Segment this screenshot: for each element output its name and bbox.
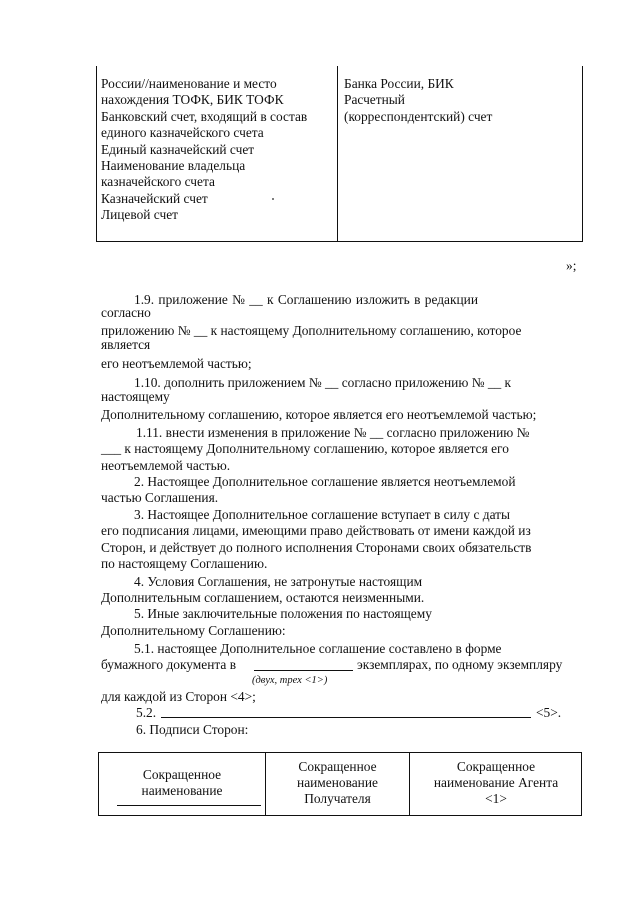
p3-line3: Сторон, и действует до полного исполнения Сторонами своих обязательств bbox=[101, 540, 532, 555]
p3-line4: по настоящему Соглашению. bbox=[101, 556, 268, 571]
p52-number: 5.2. bbox=[136, 705, 157, 720]
sig-col1-line2: наименование bbox=[141, 783, 223, 798]
p51-line2a: бумажного документа в bbox=[101, 657, 237, 672]
sig-col3-line2: наименование Агента bbox=[433, 775, 559, 790]
left-line: Казначейский счет bbox=[101, 190, 208, 206]
left-line: Лицевой счет bbox=[101, 207, 179, 223]
sig-col3-line3: <1> bbox=[485, 791, 507, 806]
p111-line2: ___ к настоящему Дополнительному соглашению, которое является его bbox=[101, 441, 509, 456]
sig-col-3 bbox=[410, 759, 582, 807]
left-line: Банковский счет, входящий в состав bbox=[101, 108, 308, 124]
right-line: Расчетный bbox=[344, 92, 405, 108]
left-line: Единый казначейский счет bbox=[101, 141, 255, 157]
details-right-cell bbox=[344, 76, 492, 125]
p19-line1b: согласно bbox=[101, 305, 151, 320]
left-line: казначейского счета bbox=[101, 174, 215, 190]
right-line: (корреспондентский) счет bbox=[344, 108, 493, 124]
sig-col2-line1: Сокращенное bbox=[298, 759, 377, 774]
left-line: нахождения ТОФК, БИК ТОФК bbox=[101, 92, 284, 108]
p2-line1: 2. Настоящее Дополнительное соглашение является неотъемлемой bbox=[134, 474, 516, 489]
p4-line1: 4. Условия Соглашения, не затронутые настоящим bbox=[134, 574, 423, 589]
p111-line1: 1.11. внести изменения в приложение № __ согласно приложению № bbox=[136, 425, 530, 440]
p52-ref: <5>. bbox=[536, 705, 562, 720]
p6-heading: 6. Подписи Сторон: bbox=[136, 722, 249, 737]
sig-col2-line2: наименование bbox=[297, 775, 378, 790]
p19-line2: приложению № __ к настоящему Дополнительному соглашению, которое bbox=[101, 323, 522, 338]
p2-line2: частью Соглашения. bbox=[101, 490, 219, 505]
signature-table bbox=[98, 752, 582, 816]
p19-line3: его неотъемлемой частью; bbox=[101, 356, 252, 371]
details-left-cell bbox=[101, 76, 307, 224]
p3-line2: его подписания лицами, имеющими право действовать от имени каждой из bbox=[101, 523, 531, 538]
left-line: России//наименование и место bbox=[101, 76, 277, 91]
p4-line2: Дополнительным соглашением, остаются неизменными. bbox=[101, 590, 425, 605]
p110-line1: 1.10. дополнить приложением № __ согласно приложению № __ к bbox=[134, 375, 512, 390]
copies-hint: (двух, трех <1>) bbox=[252, 675, 328, 686]
scan-dot bbox=[272, 198, 274, 200]
right-line: Банка России, БИК bbox=[344, 76, 454, 91]
p110-line1b: настоящему bbox=[101, 389, 170, 404]
details-table bbox=[96, 66, 583, 242]
table-divider bbox=[337, 66, 338, 241]
left-line: единого казначейского счета bbox=[101, 125, 264, 141]
sig-col3-line1: Сокращенное bbox=[456, 759, 536, 774]
sig-col-2 bbox=[266, 759, 409, 807]
p19-line2b: является bbox=[101, 337, 151, 352]
p5-line1: 5. Иные заключительные положения по настоящему bbox=[134, 606, 432, 621]
sig-col-1 bbox=[99, 767, 265, 799]
left-line: Наименование владельца bbox=[101, 158, 246, 174]
p19-line1: 1.9. приложение № __ к Соглашению изложить в редакции bbox=[134, 292, 478, 307]
p51-line3: для каждой из Сторон <4>; bbox=[101, 689, 256, 704]
p51-line2b: экземплярах, по одному экземпляру bbox=[357, 657, 563, 672]
closing-quote: »; bbox=[566, 258, 577, 273]
p110-line2: Дополнительному соглашению, которое является его неотъемлемой частью; bbox=[101, 407, 537, 422]
copies-count-field bbox=[254, 670, 353, 671]
sig-col1-underline bbox=[117, 805, 261, 806]
p3-line1: 3. Настоящее Дополнительное соглашение вступает в силу с даты bbox=[134, 507, 511, 522]
p5-line2: Дополнительному Соглашению: bbox=[101, 623, 286, 638]
p111-line3: неотъемлемой частью. bbox=[101, 458, 231, 473]
p51-line1: 5.1. настоящее Дополнительное соглашение составлено в форме bbox=[134, 641, 502, 656]
sig-col2-line3: Получателя bbox=[304, 791, 371, 806]
sig-col1-line1: Сокращенное bbox=[142, 767, 222, 782]
p52-blank-line bbox=[161, 717, 531, 718]
